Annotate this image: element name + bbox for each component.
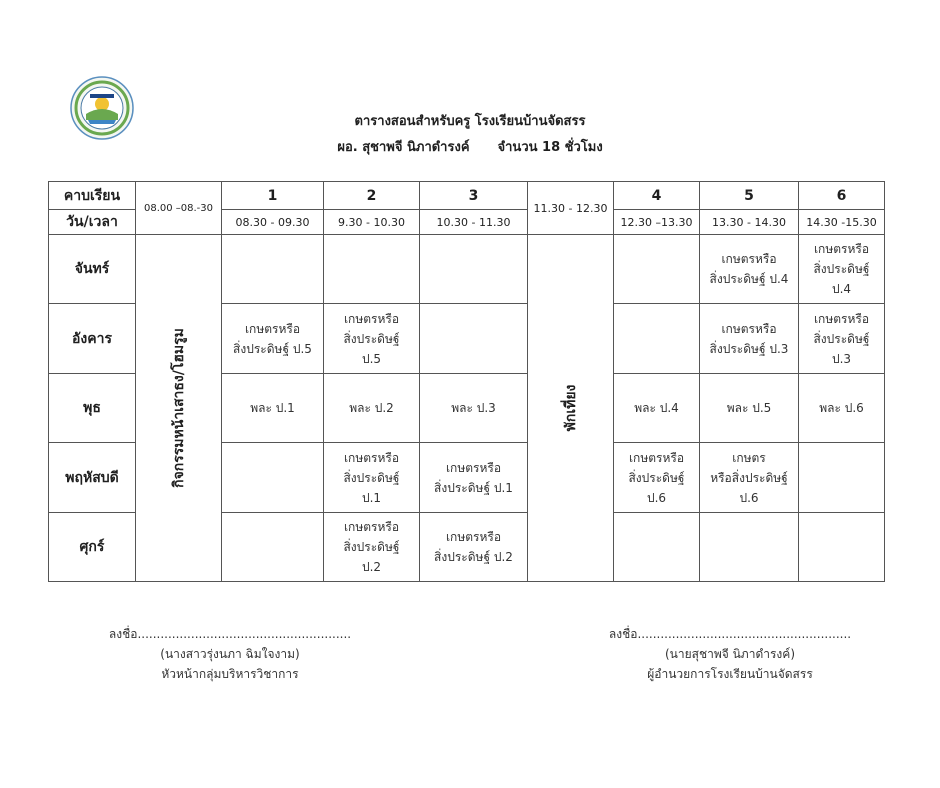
signatory-position: ผู้อำนวยการโรงเรียนบ้านจัดสรร [647, 667, 813, 681]
schedule-cell [420, 235, 528, 304]
morning-activity: กิจกรรมหน้าเสาธง/โฮมรูม [170, 328, 187, 488]
schedule-cell: พละ ป.6 [799, 374, 885, 443]
schedule-cell: เกษตรหรือ สิ่งประดิษฐ์ ป.3 [700, 304, 799, 374]
schedule-cell [614, 304, 700, 374]
schedule-cell [799, 513, 885, 582]
timetable [48, 181, 885, 582]
schedule-cell: เกษตรหรือ สิ่งประดิษฐ์ ป.2 [324, 513, 420, 582]
signature-block-right [600, 624, 860, 684]
period-time: 13.30 - 14.30 [700, 210, 799, 235]
schedule-cell [222, 235, 324, 304]
schedule-cell [799, 443, 885, 513]
schedule-cell [614, 235, 700, 304]
period-number: 3 [420, 182, 528, 210]
schedule-cell: เกษตรหรือ สิ่งประดิษฐ์ ป.1 [324, 443, 420, 513]
day-label: ศุกร์ [49, 513, 136, 582]
schedule-cell [222, 443, 324, 513]
period-number: 1 [222, 182, 324, 210]
lunch-label: พักเที่ยง [562, 384, 579, 432]
day-label: อังคาร [49, 304, 136, 374]
period-time: 12.30 –13.30 [614, 210, 700, 235]
schedule-cell: เกษตรหรือ สิ่งประดิษฐ์ ป.1 [420, 443, 528, 513]
signature-line: ลงชื่อ........................................................ [108, 627, 352, 641]
schedule-cell: พละ ป.2 [324, 374, 420, 443]
morning-activity-cell [136, 235, 222, 582]
schedule-cell: เกษตรหรือ สิ่งประดิษฐ์ ป.5 [324, 304, 420, 374]
teacher-name: ผอ. สุชาพจี นิภาดำรงค์ [337, 140, 470, 155]
schedule-cell: เกษตร หรือสิ่งประดิษฐ์ ป.6 [700, 443, 799, 513]
schedule-cell [222, 513, 324, 582]
lunch-cell [528, 235, 614, 582]
lunch-time: 11.30 - 12.30 [528, 182, 614, 235]
signature-line: ลงชื่อ........................................................ [608, 627, 852, 641]
period-time: 9.30 - 10.30 [324, 210, 420, 235]
corner-header-day: วัน/เวลา [49, 210, 136, 235]
teaching-hours: จำนวน 18 ชั่วโมง [497, 140, 603, 155]
schedule-cell [420, 304, 528, 374]
schedule-cell: เกษตรหรือ สิ่งประดิษฐ์ ป.2 [420, 513, 528, 582]
signatory-name: (นางสาวรุ่งนภา ฉิมใจงาม) [160, 647, 300, 661]
period-time: 08.30 - 09.30 [222, 210, 324, 235]
period-number: 6 [799, 182, 885, 210]
morning-time: 08.00 –08.-30 [136, 182, 222, 235]
signatory-name: (นายสุชาพจี นิภาดำรงค์) [664, 647, 795, 661]
schedule-cell [614, 513, 700, 582]
schedule-cell: พละ ป.3 [420, 374, 528, 443]
schedule-cell: เกษตรหรือ สิ่งประดิษฐ์ ป.5 [222, 304, 324, 374]
schedule-cell: เกษตรหรือ สิ่งประดิษฐ์ ป.6 [614, 443, 700, 513]
signature-block-left [100, 624, 360, 684]
signatory-position: หัวหน้ากลุ่มบริหารวิชาการ [161, 667, 299, 681]
period-time: 14.30 -15.30 [799, 210, 885, 235]
period-time: 10.30 - 11.30 [420, 210, 528, 235]
page-subtitle [0, 136, 940, 157]
schedule-cell: เกษตรหรือ สิ่งประดิษฐ์ ป.3 [799, 304, 885, 374]
day-label: พุธ [49, 374, 136, 443]
schedule-cell: พละ ป.4 [614, 374, 700, 443]
schedule-cell: เกษตรหรือ สิ่งประดิษฐ์ ป.4 [799, 235, 885, 304]
day-label: จันทร์ [49, 235, 136, 304]
schedule-cell: เกษตรหรือ สิ่งประดิษฐ์ ป.4 [700, 235, 799, 304]
schedule-cell: พละ ป.1 [222, 374, 324, 443]
schedule-cell [324, 235, 420, 304]
period-number: 2 [324, 182, 420, 210]
schedule-cell: พละ ป.5 [700, 374, 799, 443]
schedule-cell [700, 513, 799, 582]
period-number: 4 [614, 182, 700, 210]
period-number: 5 [700, 182, 799, 210]
corner-header-period: คาบเรียน [49, 182, 136, 210]
day-label: พฤหัสบดี [49, 443, 136, 513]
page-title: ตารางสอนสำหรับครู โรงเรียนบ้านจัดสรร [354, 114, 586, 129]
